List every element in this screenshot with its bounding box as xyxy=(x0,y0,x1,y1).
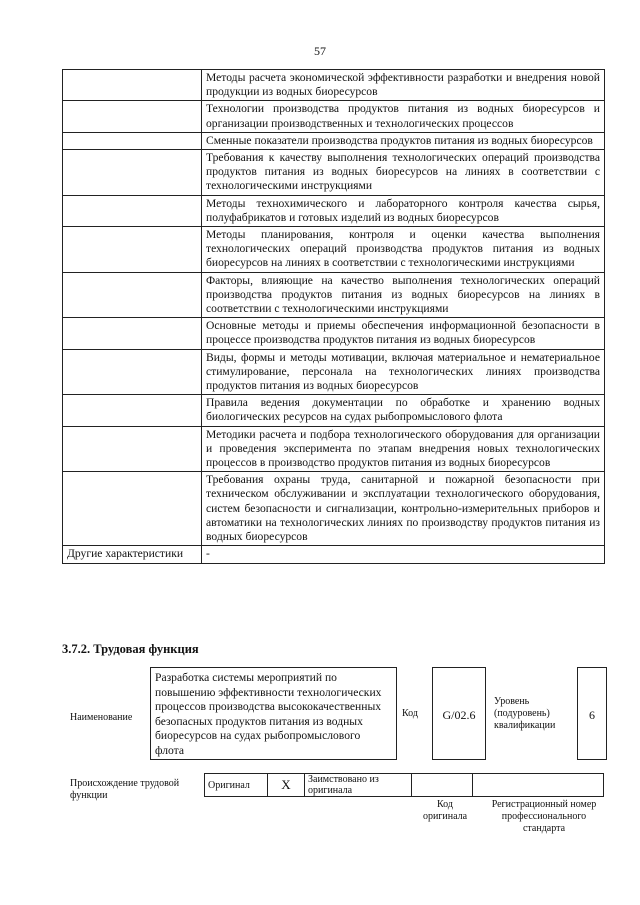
row-text: Факторы, влияющие на качество выполнения технологических операций производства продуктов питания из водных биоресурсов на линиях в соответствии с технологическими инструкциями xyxy=(202,272,605,318)
row-category xyxy=(63,132,202,149)
row-text: Методики расчета и подбора технологического оборудования для организации и проведения эксперимента по этапам внедрения новых технологических процессов в производство продуктов питания из водных биоресурсов xyxy=(202,426,605,472)
row-text: Основные методы и приемы обеспечения информационной безопасности в процессе производства продуктов питания из водных биоресурсов xyxy=(202,318,605,349)
name-label: Наименование xyxy=(70,712,133,723)
row-category xyxy=(63,272,202,318)
table-row xyxy=(63,272,605,318)
table-row xyxy=(63,150,605,196)
row-category xyxy=(63,227,202,273)
table-row xyxy=(63,426,605,472)
table-row xyxy=(63,195,605,226)
code-original-cell xyxy=(412,774,473,797)
origin-label: Происхождение трудовой функции xyxy=(70,778,180,801)
borrowed-label: Заимствовано из оригинала xyxy=(305,774,412,797)
row-text: Виды, формы и методы мотивации, включая материальное и нематериальное стимулирование, персонала на технологических линиях производства продуктов питания из водных биоресурсов xyxy=(202,349,605,395)
reg-number-label: Регистрационный номер профессионального стандарта xyxy=(491,799,597,834)
row-category xyxy=(63,349,202,395)
row-text: Методы планирования, контроля и оценки качества выполнения технологических операций производства продуктов питания из водных биоресурсов на линиях в соответствии с технологическими инструкциями xyxy=(202,227,605,273)
section-title: 3.7.2. Трудовая функция xyxy=(62,642,199,656)
code-value-box: G/02.6 xyxy=(432,667,486,760)
table-row xyxy=(63,472,605,546)
row-category xyxy=(63,395,202,426)
table-row xyxy=(63,349,605,395)
row-category xyxy=(63,101,202,132)
code-original-label: Код оригинала xyxy=(422,799,468,822)
table-row xyxy=(63,70,605,101)
row-text: - xyxy=(202,546,605,563)
function-name-box: Разработка системы мероприятий по повышению эффективности технологических процессов производства высококачественных безопасных продуктов питания из водных биоресурсов на судах рыбопромыслового флота xyxy=(150,667,397,760)
row-category xyxy=(63,70,202,101)
row-category xyxy=(63,318,202,349)
original-label: Оригинал xyxy=(205,774,268,797)
row-text: Методы технохимического и лабораторного контроля качества сырья, полуфабрикатов и готовых изделий из водных биоресурсов xyxy=(202,195,605,226)
level-value-box: 6 xyxy=(577,667,607,760)
row-text: Правила ведения документации по обработке и хранению водных биологических ресурсов на судах рыбопромыслового флота xyxy=(202,395,605,426)
table-row xyxy=(63,546,605,563)
row-text: Требования к качеству выполнения технологических операций производства продуктов питания из водных биоресурсов на линиях в соответствии с технологическими инструкциями xyxy=(202,150,605,196)
table-row xyxy=(63,132,605,149)
original-mark: X xyxy=(268,774,305,797)
row-text: Требования охраны труда, санитарной и пожарной безопасности при техническом обслуживании и эксплуатации технологического оборудования, систем безопасности и сигнализации, контрольно-измерительных приборов и автоматики на технологических линиях по производству продуктов питания из водных биоресурсов xyxy=(202,472,605,546)
table-row xyxy=(63,395,605,426)
level-label: Уровень (подуровень) квалификации xyxy=(494,696,556,731)
origin-table xyxy=(204,773,604,797)
row-text: Сменные показатели производства продуктов питания из водных биоресурсов xyxy=(202,132,605,149)
code-label: Код xyxy=(402,708,418,719)
row-category: Другие характеристики xyxy=(63,546,202,563)
row-category xyxy=(63,195,202,226)
table-row xyxy=(63,227,605,273)
knowledge-table xyxy=(62,69,605,564)
row-text: Методы расчета экономической эффективности разработки и внедрения новой продукции из водных биоресурсов xyxy=(202,70,605,101)
table-row xyxy=(63,318,605,349)
table-row xyxy=(63,101,605,132)
page-number: 57 xyxy=(314,44,326,58)
row-category xyxy=(63,426,202,472)
reg-number-cell xyxy=(473,774,604,797)
row-category xyxy=(63,472,202,546)
row-category xyxy=(63,150,202,196)
row-text: Технологии производства продуктов питания из водных биоресурсов и организации производственных и технологических процессов xyxy=(202,101,605,132)
